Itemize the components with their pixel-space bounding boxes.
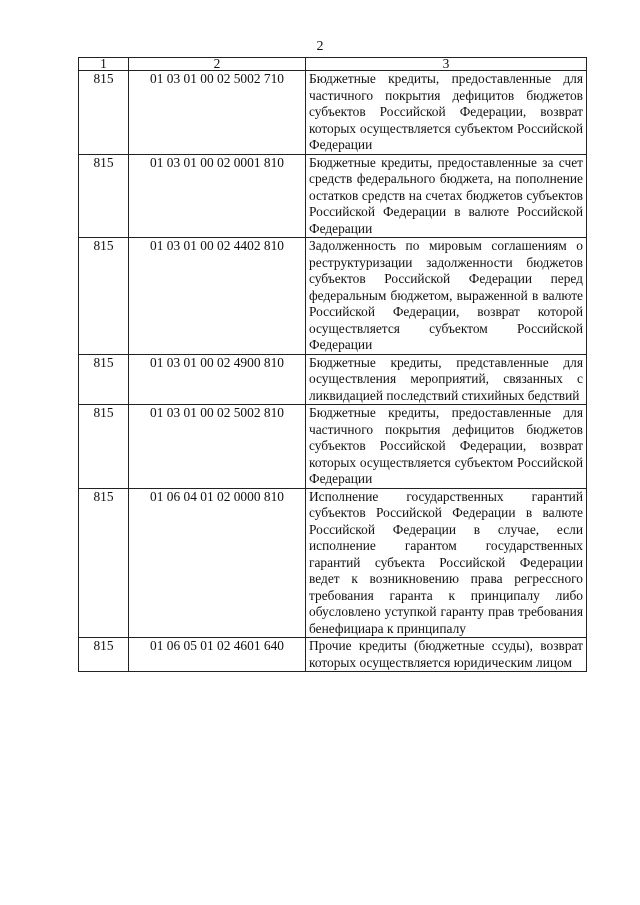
budget-classification-code: 01 03 01 00 02 4900 810 (129, 354, 306, 405)
table-row (79, 154, 587, 238)
table-row (79, 238, 587, 355)
budget-classification-code: 01 03 01 00 02 5002 810 (129, 405, 306, 489)
administrator-code: 815 (79, 638, 129, 672)
page-number: 2 (316, 39, 324, 54)
table-row (79, 488, 587, 638)
code-description: Исполнение государственных гарантий субъектов Российской Федерации в валюте Российской Федерации в случае, если исполнение гарантом государственных гарантий субъекта Российской Федерации ведет к возникновению права регрессного требования гаранта к принципалу либо обусловлено уступкой гаранту прав требования бенефициара к принципалу (306, 488, 587, 638)
table-row (79, 638, 587, 672)
column-header-3: 3 (306, 58, 587, 71)
administrator-code: 815 (79, 71, 129, 155)
administrator-code: 815 (79, 238, 129, 355)
code-description: Бюджетные кредиты, предоставленные для частичного покрытия дефицитов бюджетов субъектов Российской Федерации, возврат которых осуществляется субъектом Российской Федерации (306, 71, 587, 155)
table-row (79, 71, 587, 155)
code-description: Бюджетные кредиты, предоставленные для частичного покрытия дефицитов бюджетов субъектов Российской Федерации, возврат которых осуществляется субъектом Российской Федерации (306, 405, 587, 489)
code-description: Бюджетные кредиты, предоставленные за счет средств федерального бюджета, на пополнение остатков средств на счетах бюджетов субъектов Российской Федерации в валюте Российской Федерации (306, 154, 587, 238)
code-description: Задолженность по мировым соглашениям о реструктуризации задолженности бюджетов субъектов Российской Федерации перед федеральным бюджетом, выраженной в валюте Российской Федерации, возврат которой осуществляется субъектом Российской Федерации (306, 238, 587, 355)
table-header-row (79, 58, 587, 71)
budget-classification-code: 01 03 01 00 02 5002 710 (129, 71, 306, 155)
administrator-code: 815 (79, 405, 129, 489)
administrator-code: 815 (79, 354, 129, 405)
table-row (79, 405, 587, 489)
budget-codes-table (78, 57, 587, 672)
budget-classification-code: 01 03 01 00 02 4402 810 (129, 238, 306, 355)
administrator-code: 815 (79, 488, 129, 638)
budget-classification-code: 01 06 05 01 02 4601 640 (129, 638, 306, 672)
code-description: Прочие кредиты (бюджетные ссуды), возврат которых осуществляется юридическим лицом (306, 638, 587, 672)
budget-classification-code: 01 06 04 01 02 0000 810 (129, 488, 306, 638)
code-description: Бюджетные кредиты, представленные для осуществления мероприятий, связанных с ликвидацией последствий стихийных бедствий (306, 354, 587, 405)
table-row (79, 354, 587, 405)
administrator-code: 815 (79, 154, 129, 238)
budget-classification-code: 01 03 01 00 02 0001 810 (129, 154, 306, 238)
column-header-1: 1 (79, 58, 129, 71)
column-header-2: 2 (129, 58, 306, 71)
